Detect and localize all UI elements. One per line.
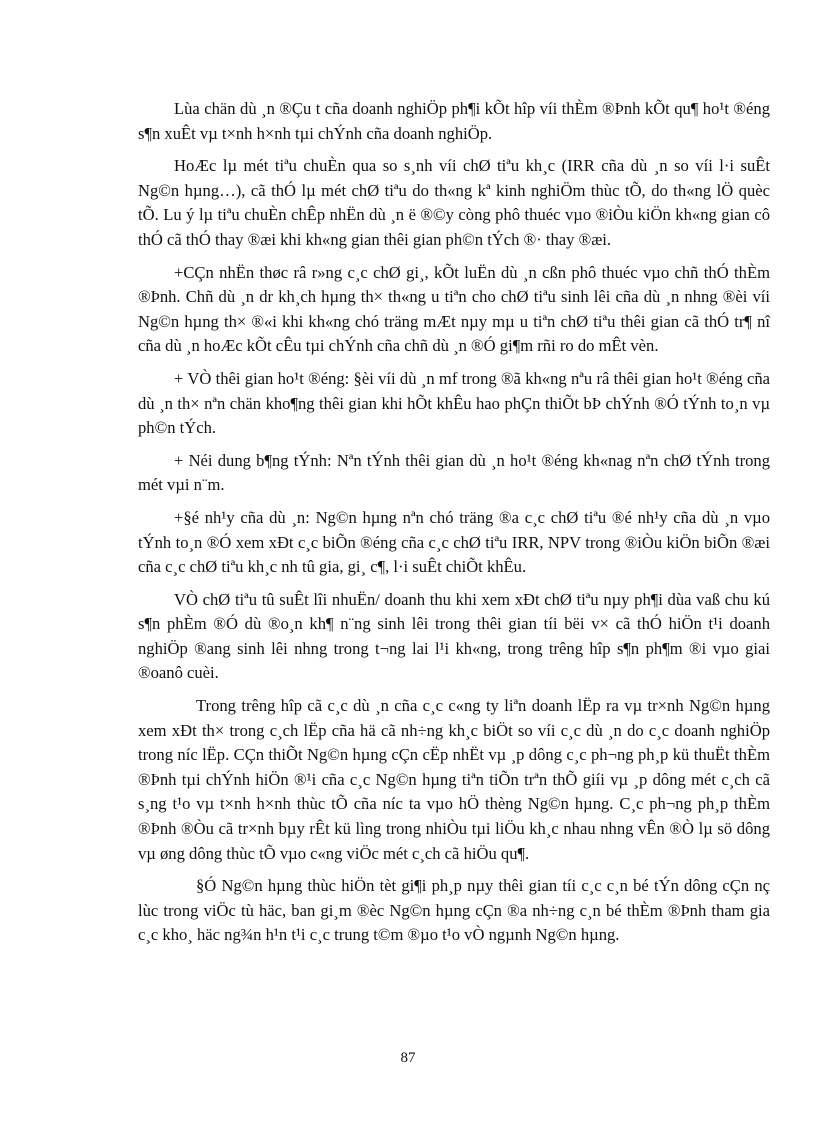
paragraph-2: HoÆc lµ mét tiªu chuÈn qua so s¸nh víi chØ tiªu kh¸c (IRR cña dù ¸n so víi l·i suÊt Ng©n hµng…), cã thÓ lµ mét chØ tiªu do th«ng kª kinh nghiÖm thùc tÕ, do th«ng lÖ quèc tÕ. Lu ý lµ tiªu chuÈn chÊp nhËn dù ¸n ë ®©y còng phô thuéc vµo ®iÒu kiÖn kh«ng gian cô thÓ cã thÓ thay ®æi khi kh«ng gian thêi gian ph©n tÝch ®· thay ®æi. — [138, 156, 770, 249]
paragraph-5: + Néi dung b¶ng tÝnh: Nªn tÝnh thêi gian dù ¸n ho¹t ®éng kh«nag nªn chØ tÝnh trong mét vµi n¨m. — [138, 450, 770, 495]
paragraph-6: +§é nh¹y cña dù ¸n: Ng©n hµng nªn chó träng ®a c¸c chØ tiªu ®é nh¹y cña dù ¸n vµo tÝnh to¸n ®Ó xem xÐt c¸c biÕn ®éng cña c¸c chØ tiªu IRR, NPV trong ®iÒu kiÖn biÕn ®æi cña c¸c chØ tiªu kh¸c nh tû gia, gi¸ c¶, l·i suÊt chiÕt khÊu. — [138, 507, 770, 577]
paragraph-9: §Ó Ng©n hµng thùc hiÖn tèt gi¶i ph¸p nµy thêi gian tíi c¸c c¸n bé tÝn dông cÇn nç lùc trong viÖc tù häc, ban gi¸m ®èc Ng©n hµng cÇn ®a nh÷ng c¸n bé thÈm ®Þnh tham gia c¸c kho¸ häc ng¾n h¹n t¹i c¸c trung t©m ®µo t¹o vÒ ngµnh Ng©n hµng. — [138, 876, 770, 945]
page-number: 87 — [400, 1050, 416, 1066]
paragraph-4: + VÒ thêi gian ho¹t ®éng: §èi víi dù ¸n mf trong ®ã kh«ng nªu râ thêi gian ho¹t ®éng cña dù ¸n th× nªn chän kho¶ng thêi gian khi hÕt khÊu hao phÇn thiÕt bÞ chÝnh ®Ó tÝnh to¸n vµ ph©n tÝch. — [138, 368, 770, 438]
paragraph-1: Lùa chän dù ¸n ®Çu t cña doanh nghiÖp ph¶i kÕt hîp víi thÈm ®Þnh kÕt qu¶ ho¹t ®éng s¶n xuÊt vµ t×nh h×nh tµi chÝnh cña doanh nghiÖp. — [138, 99, 770, 143]
body-text — [138, 97, 770, 956]
paragraph-8: Trong trêng hîp cã c¸c dù ¸n cña c¸c c«ng ty liªn doanh lËp ra vµ tr×nh Ng©n hµng xem xÐt th× trong c¸ch lËp cña hä cã nh÷ng kh¸c biÖt so víi c¸c dù ¸n do c¸c doanh nghiÖp trong níc lËp. CÇn thiÕt Ng©n hµng cÇn cËp nhËt vµ ¸p dông c¸c ph¬ng ph¸p kü thuËt thÈm ®Þnh tµi chÝnh hiÖn ®¹i cña c¸c Ng©n hµng tiªn tiÕn trªn thÕ giíi vµ ¸p dông mét c¸ch cã s¸ng t¹o vµ t×nh h×nh thùc tÕ cña níc ta vµo hÖ thèng Ng©n hµng. C¸c ph¬ng ph¸p thÈm ®Þnh ®Òu cã tr×nh bµy rÊt kü lìng trong nhiÒu tµi liÖu kh¸c nhau nhng vÊn ®Ò lµ sö dông vµ øng dông thùc tÕ vµo c«ng viÖc mét c¸ch cã hiÖu qu¶. — [138, 696, 770, 863]
paragraph-3: +CÇn nhËn thøc râ r»ng c¸c chØ gi¸, kÕt luËn dù ¸n cßn phô thuéc vµo chñ thÓ thÈm ®Þnh. Chñ dù ¸n dr kh¸ch hµng th× th«ng u tiªn cho chØ tiªu sinh lêi cña dù ¸n nhng ®èi víi Ng©n hµng th× ®«i khi kh«ng chó träng mÆt nµy mµ u tiªn chØ tiªu thêi gian cã thÓ tr¶ nî cña dù ¸n hoÆc kÕt cÊu tµi chÝnh cña chñ dù ¸n ®Ó gi¶m rñi ro do mÊt vèn. — [138, 262, 770, 356]
paragraph-7: VÒ chØ tiªu tû suÊt lîi nhuËn/ doanh thu khi xem xÐt chØ tiªu nµy ph¶i dùa vaß chu kú s¶n phÈm ®Ó dù ®o¸n kh¶ n¨ng sinh lêi trong thêi gian tíi bëi v× cã thÓ hiÖn t¹i doanh nghiÖp ®ang sinh lêi nhng trong t¬ng lai l¹i kh«ng, trong trêng hîp s¶n ph¶m ®i vµo giai ®oanô cuèi. — [138, 589, 770, 683]
